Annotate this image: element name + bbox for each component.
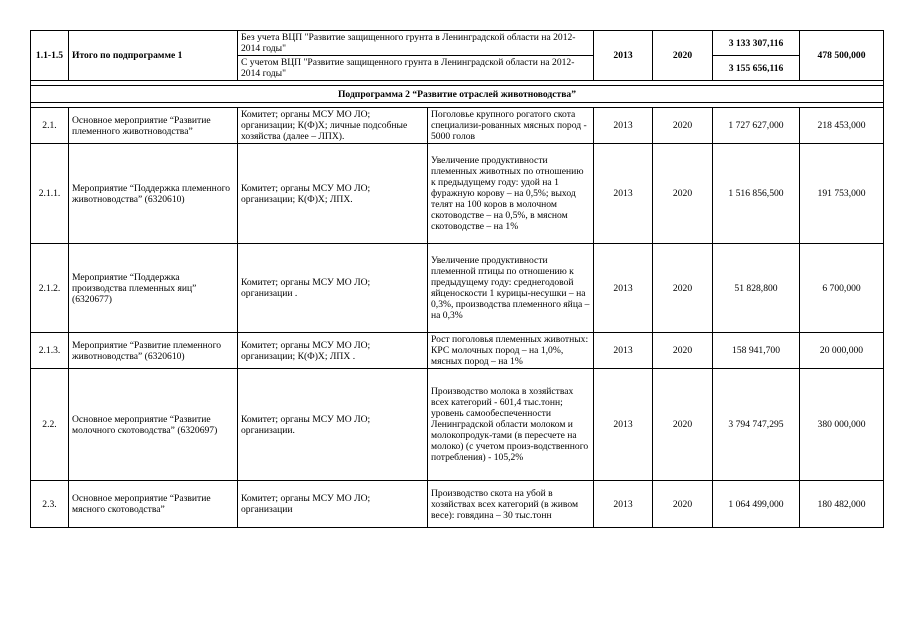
program-table: [30, 30, 884, 528]
row-number: 1.1-1.5: [31, 31, 69, 81]
start-year: 2013: [594, 31, 653, 81]
row-number: 2.1.1.: [31, 144, 69, 244]
table-row: [31, 144, 884, 244]
row-executors: Комитет; органы МСУ МО ЛО; организации: [238, 481, 428, 528]
budget-amount: 380 000,000: [800, 369, 884, 481]
sum-without-vcp: 3 133 307,116: [713, 31, 800, 56]
start-year: 2013: [594, 333, 653, 369]
row-executors: Комитет; органы МСУ МО ЛО; организации.: [238, 369, 428, 481]
row-result: Поголовье крупного рогатого скота специализи-рованных мясных пород - 5000 голов: [428, 108, 594, 144]
row-executors: Комитет; органы МСУ МО ЛО; организации .: [238, 244, 428, 333]
row-executors: Комитет; органы МСУ МО ЛО; организации; К(Ф)Х; ЛПХ .: [238, 333, 428, 369]
end-year: 2020: [653, 108, 713, 144]
total-amount: 3 794 747,295: [713, 369, 800, 481]
total-amount: 1 516 856,500: [713, 144, 800, 244]
total-amount: 51 828,800: [713, 244, 800, 333]
row-name: Основное мероприятие “Развитие молочного скотоводства” (6320697): [69, 369, 238, 481]
row-result: Увеличение продуктивности племенной птицы по отношению к предыдущему году: среднегодовой яйценоскости 1 курицы-несушки – на 0,3%, производства племенного яйца – на 0,3%: [428, 244, 594, 333]
start-year: 2013: [594, 108, 653, 144]
row-number: 2.1.3.: [31, 333, 69, 369]
end-year: 2020: [653, 244, 713, 333]
total-amount: 1 727 627,000: [713, 108, 800, 144]
start-year: 2013: [594, 481, 653, 528]
row-name: Мероприятие “Поддержка племенного животноводства” (6320610): [69, 144, 238, 244]
end-year: 2020: [653, 333, 713, 369]
budget-amount: 478 500,000: [800, 31, 884, 81]
row-executors: Комитет; органы МСУ МО ЛО; организации; К(Ф)Х; ЛПХ.: [238, 144, 428, 244]
total-row: [31, 31, 884, 56]
row-number: 2.2.: [31, 369, 69, 481]
end-year: 2020: [653, 369, 713, 481]
row-name: Мероприятие “Поддержка производства племенных яиц” (6320677): [69, 244, 238, 333]
end-year: 2020: [653, 31, 713, 81]
budget-amount: 180 482,000: [800, 481, 884, 528]
total-amount: 158 941,700: [713, 333, 800, 369]
budget-amount: 6 700,000: [800, 244, 884, 333]
row-name: Мероприятие “Развитие племенного животноводства” (6320610): [69, 333, 238, 369]
subprogram-title: Подпрограмма 2 “Развитие отраслей животноводства”: [31, 86, 884, 103]
variant-without-vcp: Без учета ВЦП "Развитие защищенного грунта в Ленинградской области на 2012-2014 годы": [238, 31, 594, 56]
budget-amount: 191 753,000: [800, 144, 884, 244]
row-result: Рост поголовья племенных животных: КРС молочных пород – на 1,0%, мясных пород – на 1%: [428, 333, 594, 369]
sum-with-vcp: 3 155 656,116: [713, 56, 800, 81]
table-row: [31, 481, 884, 528]
total-amount: 1 064 499,000: [713, 481, 800, 528]
row-name: Основное мероприятие “Развитие племенного животноводства”: [69, 108, 238, 144]
end-year: 2020: [653, 481, 713, 528]
row-number: 2.1.2.: [31, 244, 69, 333]
row-executors: Комитет; органы МСУ МО ЛО; организации; К(Ф)Х; личные подсобные хозяйства (далее – ЛПХ).: [238, 108, 428, 144]
budget-amount: 20 000,000: [800, 333, 884, 369]
row-number: 2.1.: [31, 108, 69, 144]
table-row: [31, 369, 884, 481]
row-name: Основное мероприятие “Развитие мясного скотоводства”: [69, 481, 238, 528]
row-number: 2.3.: [31, 481, 69, 528]
row-result: Производство молока в хозяйствах всех категорий - 601,4 тыс.тонн; уровень самообеспеченности Ленинградской области молоком и молокопродук-тами (в пересчете на молоко) (с учетом произ-водственного потребления) - 105,2%: [428, 369, 594, 481]
start-year: 2013: [594, 369, 653, 481]
start-year: 2013: [594, 244, 653, 333]
budget-amount: 218 453,000: [800, 108, 884, 144]
table-row: [31, 108, 884, 144]
table-row: [31, 244, 884, 333]
row-name: Итого по подпрограмме 1: [69, 31, 238, 81]
table-row: [31, 333, 884, 369]
variant-with-vcp: С учетом ВЦП "Развитие защищенного грунта в Ленинградской области на 2012-2014 годы": [238, 56, 594, 81]
row-result: Производство скота на убой в хозяйствах всех категорий (в живом весе): говядина – 30 тыс.тонн: [428, 481, 594, 528]
row-result: Увеличение продуктивности племенных животных по отношению к предыдущему году: удой на 1 фуражную корову – на 0,5%; выход телят на 100 коров в молочном скотоводстве – на 0,5%, в мясном скотоводстве – на 1%: [428, 144, 594, 244]
end-year: 2020: [653, 144, 713, 244]
start-year: 2013: [594, 144, 653, 244]
